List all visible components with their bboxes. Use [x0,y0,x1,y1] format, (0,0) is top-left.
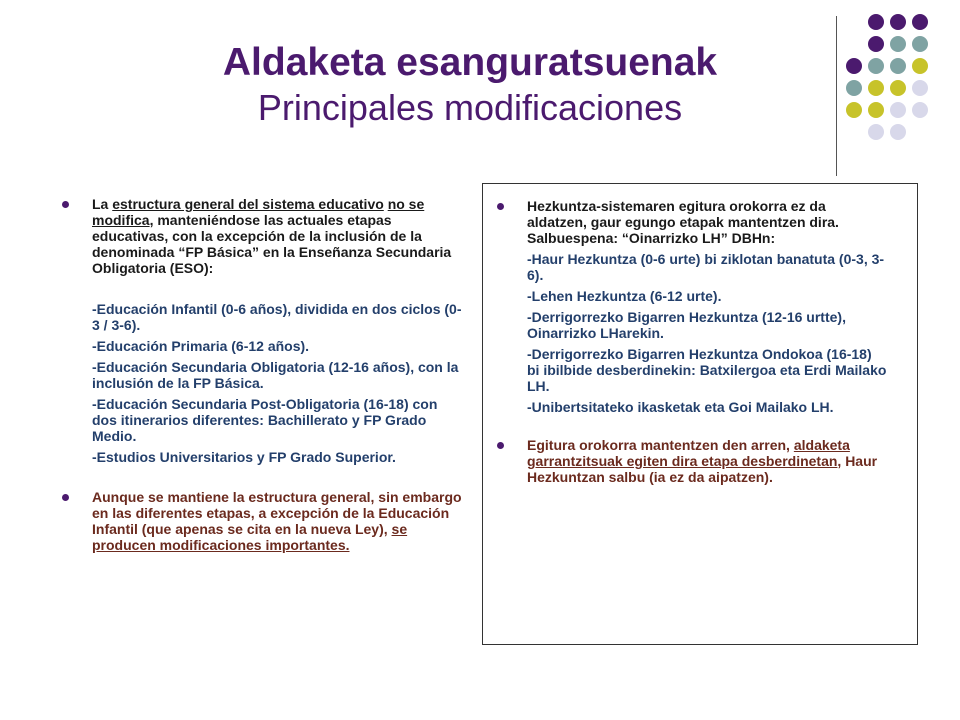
decorative-dot [868,14,884,30]
decorative-dot [890,36,906,52]
left-column-spanish [62,196,462,553]
left-underline-1: estructura general del sistema educativo [112,196,384,212]
left-list-item: -Educación Secundaria Obligatoria (12-16 años), con la inclusión de la FP Básica. [92,359,459,391]
decorative-dot [846,58,862,74]
right-bullet-1: Hezkuntza-sistemaren egitura orokorra ez da aldatzen, gaur egungo etapak mantentzen dira. Salbuespena: “Oinarrizko LH” DBHn: [497,198,887,246]
decorative-dot [868,58,884,74]
title-basque: Aldaketa esanguratsuenak [222,41,718,84]
decorative-dot [868,80,884,96]
decorative-dot [890,14,906,30]
right-list-item: -Unibertsitateko ikasketak eta Goi Mailako LH. [527,399,834,415]
decorative-dot [846,80,862,96]
right-underline-1: aldaketa garrantzitsuak egiten dira etapa desberdinetan [527,437,850,469]
right-column-basque [497,198,887,485]
left-list-item: -Educación Infantil (0-6 años), dividida en dos ciclos (0-3 / 3-6). [92,301,462,333]
decorative-dot [890,58,906,74]
decorative-dot [912,80,928,96]
decorative-dot [912,102,928,118]
decorative-dot [890,80,906,96]
left-list-item: -Educación Primaria (6-12 años). [92,338,310,354]
decorative-dot [868,36,884,52]
right-bullet-2: Egitura orokorra mantentzen den arren, aldaketa garrantzitsuak egiten dira etapa desberdinetan, Haur Hezkuntzan salbu (ia ez da aipatzen). [497,437,887,485]
decorative-dot [846,102,862,118]
left-list-item: -Educación Secundaria Post-Obligatoria (16-18) con dos itinerarios diferentes: Bachillerato y FP Grado Medio. [92,396,438,444]
left-list-item: -Estudios Universitarios y FP Grado Superior. [92,449,396,465]
decorative-dot [912,58,928,74]
left-underline-3: se producen modificaciones importantes. [92,521,408,553]
left-underline-2: no se modifica [92,196,425,228]
right-list-item: -Lehen Hezkuntza (6-12 urte). [527,288,722,304]
right-list-item: -Derrigorrezko Bigarren Hezkuntza Ondokoa (16-18) bi ibilbide desberdinekin: Batxilergoa eta Erdi Mailako LH. [527,346,887,394]
right-list-item: -Derrigorrezko Bigarren Hezkuntza (12-16 urtte), Oinarrizko LHarekin. [527,309,846,341]
decorative-dot [868,102,884,118]
decorative-dot [912,36,928,52]
title-spanish: Principales modificaciones [257,87,683,128]
left-bullet-2: Aunque se mantiene la estructura general, sin embargo en las diferentes etapas, a excepción de la Educación Infantil (que apenas se cita en la nueva Ley), se producen modificaciones importantes. [62,489,462,553]
slide-title [150,40,790,130]
left-bullet-1: La estructura general del sistema educativo no se modifica, manteniéndose las actuales etapas educativas, con la excepción de la inclusión de la denominada “FP Básica” en la Enseñanza Secundaria Obligatoria (ESO): [62,196,462,276]
decorative-dot [890,124,906,140]
decorative-dot [912,14,928,30]
right-list-item: -Haur Hezkuntza (0-6 urte) bi ziklotan banatuta (0-3, 3-6). [527,251,885,283]
decorative-dot [868,124,884,140]
decorative-dot [890,102,906,118]
decorative-divider [836,16,837,176]
